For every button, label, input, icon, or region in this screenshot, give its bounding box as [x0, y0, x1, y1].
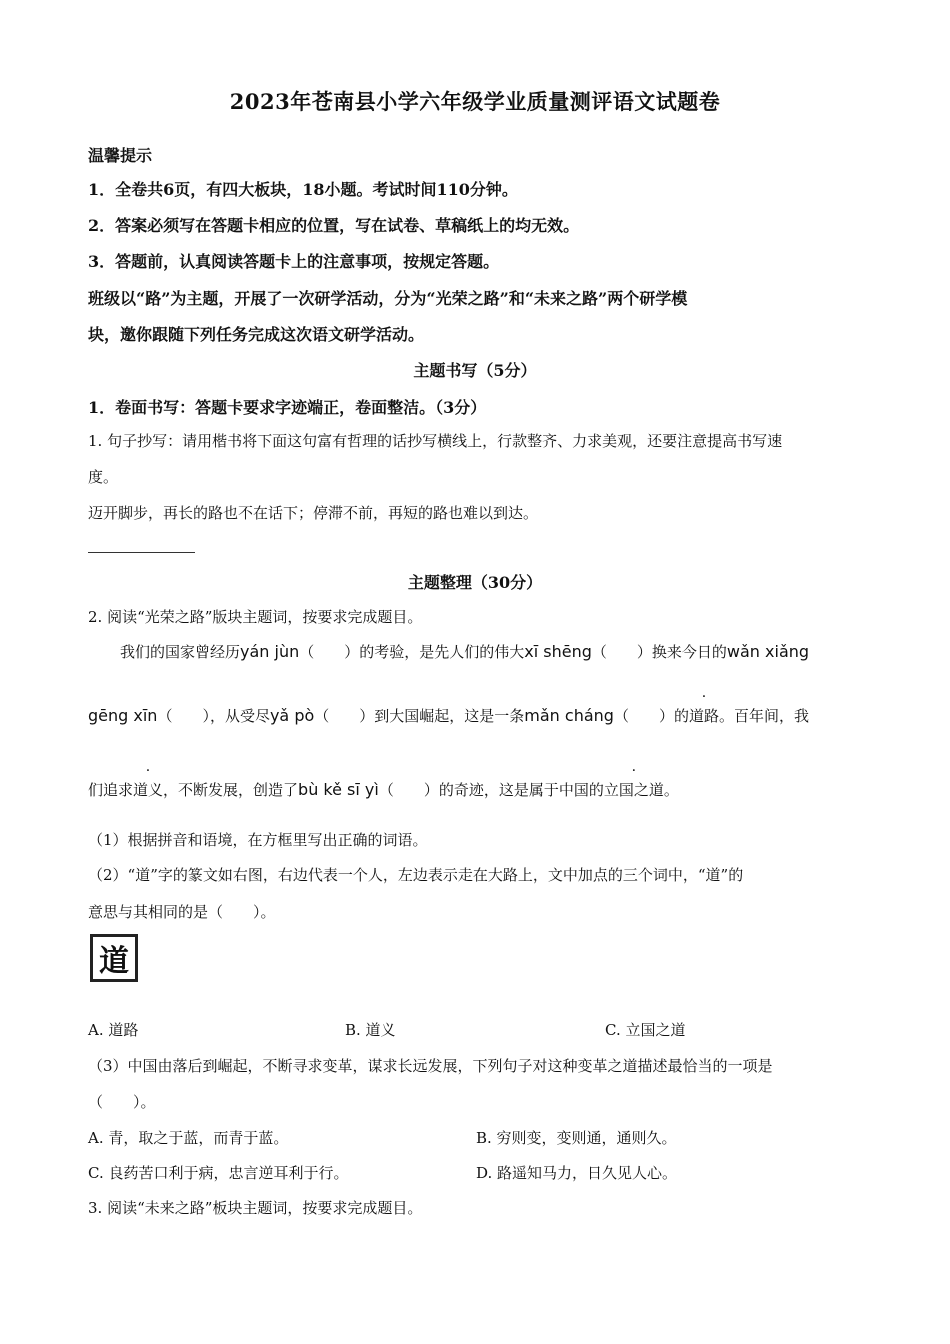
passage-text: （ ）的奇迹，这是属于中国的 [378, 781, 604, 799]
option-b: B. 穷则变，变则通，通则久。 [476, 1129, 677, 1147]
option-c-liguozhidao: C. 立国之道 [605, 1021, 686, 1039]
passage-line-2 [88, 705, 809, 726]
option-d: D. 路遥知马力，日久见人心。 [476, 1164, 678, 1182]
question-1-instruction-line-1: 1. 句子抄写：请用楷书将下面这句富有哲理的话抄写横线上，行款整齐、力求美观，还要注意提高书写速 [88, 432, 783, 450]
option-c: C. 良药苦口利于病，忠言逆耳利于行。 [88, 1164, 349, 1182]
pinyin-xisheng: xī shēng [524, 642, 592, 661]
passage-text: ，不断发展，创造了 [163, 781, 299, 799]
passage-text: 。 [663, 781, 679, 799]
page-title: 2023年苍南县小学六年级学业质量测评语文试题卷 [229, 89, 721, 114]
seal-script-dao-image: 道 [90, 934, 138, 982]
passage-text: （ ）到大国崛起，这是一条 [314, 707, 525, 725]
passage-text: （ ），从受尽 [157, 707, 270, 725]
sub-question-3-line-2: （ ）。 [88, 1093, 156, 1111]
pinyin-bukesiyi: bù kě sī yì [298, 780, 379, 799]
pinyin-gengxin: gēng xīn [88, 706, 158, 725]
tip-item-1: 1．全卷共6页，有四大板块，18小题。考试时间110分钟。 [88, 180, 518, 199]
sub-question-2-line-1: （2）“道”字的篆文如右图，右边代表一个人，左边表示走在大路上，文中加点的三个词中，“道”的 [88, 866, 744, 884]
question-3-intro: 3. 阅读“未来之路”板块主题词，按要求完成题目。 [88, 1199, 423, 1217]
passage-text: （ ）的 [613, 707, 689, 725]
tips-heading: 温馨提示 [88, 146, 153, 165]
passage-text: （ ）的考验，是先人们的伟大 [299, 643, 525, 661]
section-heading-organize: 主题整理（30分） [407, 573, 543, 592]
option-a: A. 青，取之于蓝，而青于蓝。 [88, 1129, 289, 1147]
passage-text: 我们的国家曾经历 [120, 643, 241, 661]
pinyin-yanjun: yán jùn [240, 642, 300, 661]
sub-question-2-line-2: 意思与其相同的是（ ）。 [88, 903, 276, 921]
answer-line [88, 552, 195, 553]
sub-question-1: （1）根据拼音和语境，在方框里写出正确的词语。 [88, 831, 428, 849]
passage-line-1 [120, 641, 809, 662]
option-b-daoyi: B. 道义 [345, 1021, 396, 1039]
dotted-word-liguozhidao: 立国之道 [603, 781, 664, 799]
intro-line-1: 班级以“路”为主题，开展了一次研学活动，分为“光荣之路”和“未来之路”两个研学模 [88, 289, 688, 308]
passage-text: （ ）换来今日的 [591, 643, 727, 661]
copy-sentence: 迈开脚步，再长的路也不在话下；停滞不前，再短的路也难以到达。 [88, 504, 539, 522]
pinyin-yapo: yǎ pò [269, 706, 315, 725]
question-1-instruction-line-2: 度。 [88, 468, 119, 486]
section-heading-writing: 主题书写（5分） [413, 361, 537, 380]
question-1-title: 1．卷面书写：答题卡要求字迹端正，卷面整洁。（3分） [88, 398, 487, 417]
sub-question-3-line-1: （3）中国由落后到崛起，不断寻求变革，谋求长远发展，下列句子对这种变革之道描述最恰当的一项是 [88, 1057, 773, 1075]
passage-text: 们追求 [88, 781, 134, 799]
option-a-daolu: A. 道路 [88, 1021, 139, 1039]
pinyin-wanxiang: wǎn xiǎng [726, 642, 810, 661]
tip-item-2: 2．答案必须写在答题卡相应的位置，写在试卷、草稿纸上的均无效。 [88, 216, 580, 235]
question-2-intro: 2. 阅读“光荣之路”版块主题词，按要求完成题目。 [88, 608, 423, 626]
dotted-word-daolu: 道路 [688, 707, 719, 725]
intro-line-2: 块，邀你跟随下列任务完成这次语文研学活动。 [88, 325, 425, 344]
passage-text: 。百年间，我 [718, 707, 809, 725]
tip-item-3: 3．答题前，认真阅读答题卡上的注意事项，按规定答题。 [88, 252, 500, 271]
passage-line-3 [88, 779, 679, 800]
pinyin-manchang: mǎn cháng [524, 706, 614, 725]
dotted-word-daoyi: 道义 [133, 781, 164, 799]
